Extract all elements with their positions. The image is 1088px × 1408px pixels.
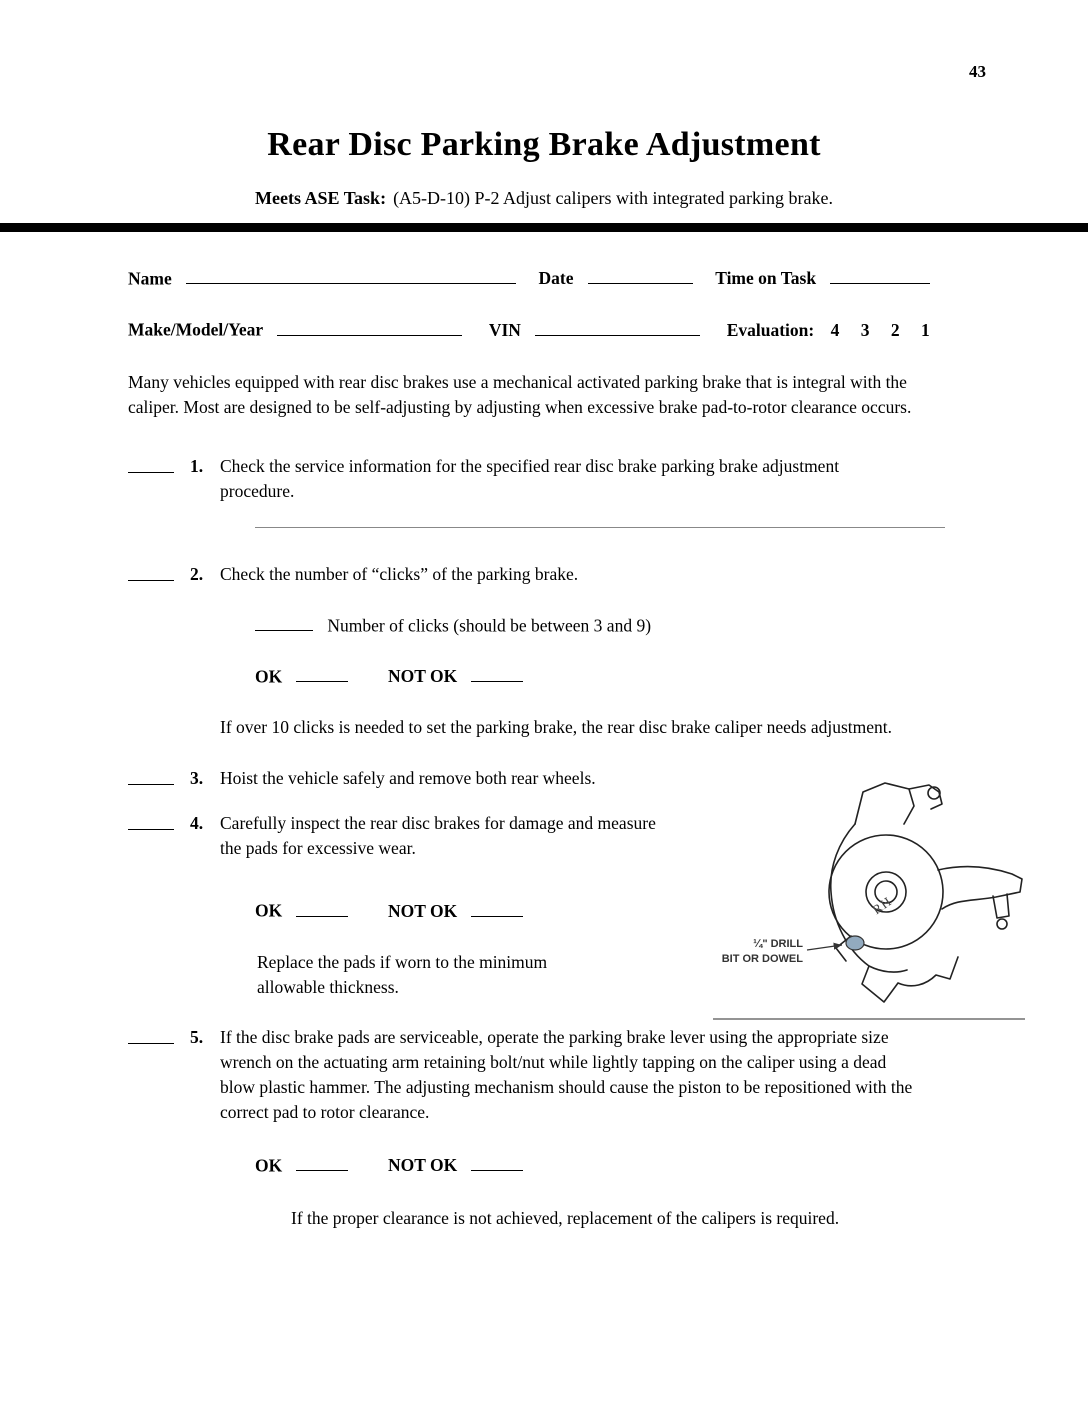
step-5-ok-line [255, 1153, 976, 1178]
step-5-number: 5. [190, 1027, 204, 1048]
step-3-check-blank [128, 766, 174, 785]
step-4-not-ok-label: NOT OK [387, 900, 458, 921]
vin-blank [535, 317, 700, 335]
step-2-ok-line [255, 664, 976, 689]
step-5-ok-blank [296, 1153, 348, 1171]
worksheet-content [0, 266, 1088, 1231]
step-2-number: 2. [190, 563, 204, 584]
clicks-count-line [255, 613, 976, 638]
step-3-number: 3. [190, 767, 204, 788]
name-blank [186, 266, 516, 284]
vin-label: VIN [488, 319, 521, 340]
meets-ase-task-line [0, 188, 1088, 209]
step-1-text: Check the service information for the specified rear disc brake parking brake adjustment procedure. [220, 456, 840, 501]
caliper-diagram [705, 778, 1037, 1026]
step-5-check-blank [128, 1025, 174, 1044]
step-4-number: 4. [190, 812, 204, 833]
step-5-note: If the proper clearance is not achieved, replacement of the calipers is required. [291, 1207, 840, 1228]
form-row-name-date-time [128, 266, 976, 291]
step-1-answer-line [255, 526, 945, 528]
step-2-not-ok-label: NOT OK [387, 666, 458, 687]
page-title: Rear Disc Parking Brake Adjustment [267, 126, 821, 163]
rh-label: RH [869, 893, 895, 918]
step-4-check-blank [128, 811, 174, 830]
form-row-make-vin-eval [128, 317, 976, 342]
page-number: 43 [969, 62, 986, 81]
step-1 [128, 454, 976, 504]
step-2-ok-blank [296, 664, 348, 682]
step-1-check-blank [128, 454, 174, 473]
step-3-text: Hoist the vehicle safely and remove both rear wheels. [220, 767, 596, 788]
step-2-check-blank [128, 562, 174, 581]
time-on-task-blank [830, 266, 930, 284]
time-on-task-label: Time on Task [715, 268, 817, 289]
step-2-text: Check the number of “clicks” of the parking brake. [220, 563, 579, 584]
date-blank [588, 266, 693, 284]
caliper-diagram-figure [705, 778, 1037, 1026]
drill-bit-marker [846, 936, 864, 950]
date-label: Date [538, 268, 574, 289]
evaluation-scale: 4 3 2 1 [830, 319, 930, 340]
step-2 [128, 562, 976, 587]
meets-ase-task-text: (A5-D-10) P-2 Adjust calipers with integrated parking brake. [393, 188, 833, 208]
step-4-ok-label: OK [255, 900, 283, 921]
step-5-ok-label: OK [255, 1155, 283, 1176]
step-2-ok-label: OK [255, 666, 283, 687]
step-4-text: Carefully inspect the rear disc brakes for damage and measure the pads for excessive wear. [220, 812, 656, 858]
step-1-number: 1. [190, 456, 204, 477]
drill-callout-line1: ¼" DRILL [753, 938, 803, 950]
intro-paragraph: Many vehicles equipped with rear disc brakes use a mechanical activated parking brake that is integral with the caliper. Most are designed to be self-adjusting by adjusting when excessive brake pad-to-rotor clearance occurs. [128, 372, 912, 418]
make-model-year-blank [277, 317, 462, 335]
step-4-not-ok-blank [471, 898, 523, 916]
step-2-note: If over 10 clicks is needed to set the parking brake, the rear disc brake caliper needs adjustment. [220, 717, 893, 738]
step-2-not-ok-blank [471, 664, 523, 682]
step-5-not-ok-label: NOT OK [387, 1155, 458, 1176]
header-divider-rule [0, 223, 1088, 232]
clicks-count-label: Number of clicks (should be between 3 and 9) [327, 615, 652, 636]
step-5 [128, 1025, 976, 1124]
evaluation-label: Evaluation: [726, 319, 815, 340]
name-label: Name [128, 268, 172, 289]
drill-callout-line2: BIT OR DOWEL [721, 953, 803, 965]
clicks-count-blank [255, 613, 313, 631]
meets-ase-task-label: Meets ASE Task: [255, 188, 387, 208]
step-5-text: If the disc brake pads are serviceable, operate the parking brake lever using the appropriate size wrench on the actuating arm retaining bolt/nut while lightly tapping on the caliper using a dead blow plastic hammer. The adjusting mechanism should cause the piston to be repositioned with the correct pad to rotor clearance. [220, 1027, 913, 1122]
step-4-ok-blank [296, 898, 348, 916]
step-5-not-ok-blank [471, 1153, 523, 1171]
step-4-note: Replace the pads if worn to the minimum allowable thickness. [257, 951, 548, 997]
make-model-year-label: Make/Model/Year [128, 319, 264, 340]
